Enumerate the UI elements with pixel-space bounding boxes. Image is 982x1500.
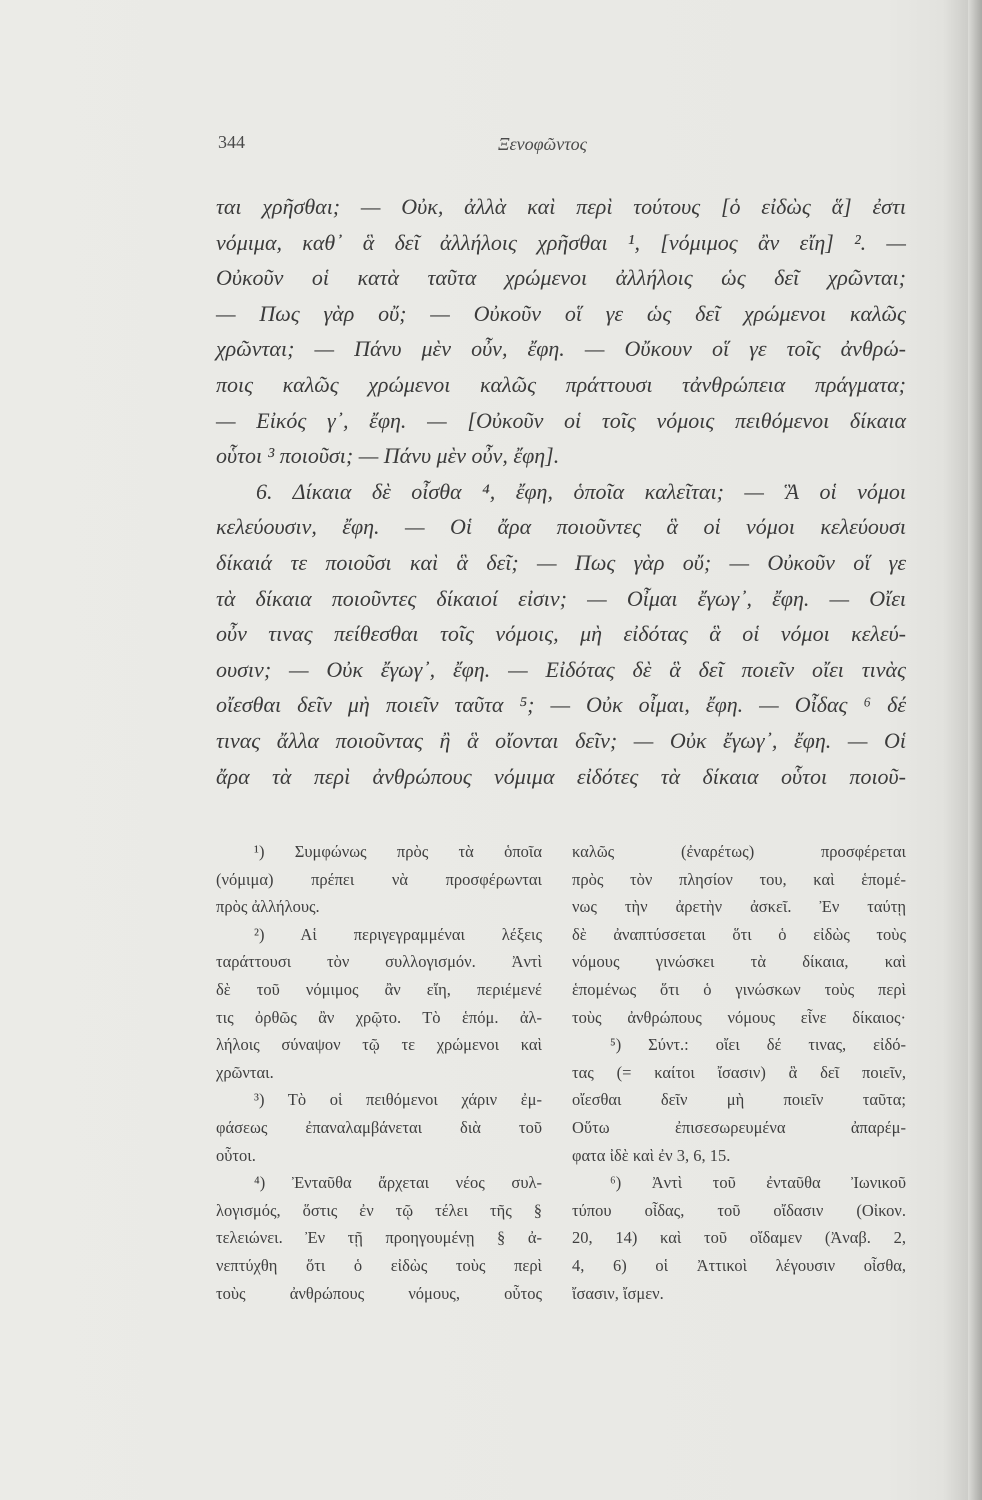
footnote-line: καλῶς (ἐναρέτως) προσφέρεται [572, 842, 906, 861]
text-line: ἄρα τὰ περὶ ἀνθρώπους νόμιμα εἰδότες τὰ δίκαια οὗτοι ποιοῦ- [216, 763, 906, 789]
footnote-line: τας (= καίτοι ἴσασιν) ἃ δεῖ ποιεῖν, [572, 1062, 906, 1082]
page-number: 344 [218, 132, 245, 152]
footnote-line: νόμους γινώσκει τὰ δίκαια, καὶ [572, 952, 906, 972]
footnote-line: χρῶνται. [216, 1062, 274, 1082]
footnote-line: λογισμός, ὅστις ἐν τῷ τέλει τῆς § [216, 1200, 542, 1220]
text-line: τινας ἄλλα ποιοῦντας ἢ ἃ οἴονται δεῖν; — Οὐκ ἔγωγ᾽, ἔφη. — Οἱ [216, 727, 906, 753]
footnote-line: ³) Τὸ οἱ πειθόμενοι χάριν ἐμ- [254, 1090, 542, 1110]
footnote-line: 20, 14) καὶ τοῦ οἴδαμεν (Ἀναβ. 2, [572, 1228, 906, 1248]
footnote-line: ἑπομένως ὅτι ὁ γινώσκων τοὺς περὶ [572, 979, 906, 999]
footnote-line: (νόμιμα) πρέπει νὰ προσφέρωνται [216, 869, 542, 889]
page-edge-shadow [968, 0, 982, 1500]
footnote-line: οὗτοι. [216, 1145, 256, 1165]
footnote-line: ⁴) Ἐνταῦθα ἄρχεται νέος συλ- [254, 1173, 542, 1193]
footnote-line: πρὸς ἀλλήλους. [216, 897, 320, 917]
footnote-line: τελειώνει. Ἐν τῇ προηγουμένῃ § ἀ- [216, 1228, 542, 1248]
text-line: δίκαιά τε ποιοῦσι καὶ ἃ δεῖ; — Πως γὰρ οὔ; — Οὐκοῦν οἵ γε [216, 549, 906, 575]
footnote-line: ⁵) Σύντ.: οἴει δέ τινας, εἰδό- [610, 1035, 906, 1055]
text-line: — Πως γὰρ οὔ; — Οὐκοῦν οἵ γε ὡς δεῖ χρώμενοι καλῶς [216, 300, 906, 326]
footnote-line: λήλοις σύναψον τῷ τε χρώμενοι καὶ [216, 1035, 542, 1055]
running-head: Ξενοφῶντος [498, 134, 587, 154]
text-line: οὗτοι ³ ποιοῦσι; — Πάνυ μὲν οὖν, ἔφη]. [216, 443, 560, 469]
text-line: χρῶνται; — Πάνυ μὲν οὖν, ἔφη. — Οὔκουν οἵ γε τοῖς ἀνθρώ- [216, 336, 906, 362]
footnote-line: ⁶) Ἀντὶ τοῦ ἐνταῦθα Ἰωνικοῦ [610, 1173, 906, 1193]
footnote-line: οἴεσθαι δεῖν μὴ ποιεῖν ταῦτα; [572, 1090, 906, 1110]
footnote-line: φατα ἰδὲ καὶ ἐν 3, 6, 15. [572, 1145, 731, 1165]
text-line: ποις καλῶς χρώμενοι καλῶς πράττουσι τἀνθρώπεια πράγματα; [216, 371, 906, 397]
text-line: οἴεσθαι δεῖν μὴ ποιεῖν ταῦτα ⁵; — Οὐκ οἶμαι, ἔφη. — Οἶδας ⁶ δέ [216, 692, 906, 718]
footnote-line: φάσεως ἐπαναλαμβάνεται διὰ τοῦ [216, 1117, 542, 1137]
main-text-block [216, 189, 906, 794]
footnote-line: νεπτύχθη ὅτι ὁ εἰδὼς τοὺς περὶ [216, 1255, 542, 1275]
footnote-line: δὲ ἀναπτύσσεται ὅτι ὁ εἰδὼς τοὺς [572, 924, 906, 944]
text-line: — Εἰκός γ᾽, ἔφη. — [Οὐκοῦν οἱ τοῖς νόμοις πειθόμενοι δίκαια [216, 407, 906, 433]
text-line: Οὐκοῦν οἱ κατὰ ταῦτα χρώμενοι ἀλλήλοις ὡς δεῖ χρῶνται; [216, 265, 906, 291]
footnote-line: τις ὀρθῶς ἂν χρῷτο. Τὸ ἑπόμ. ἀλ- [216, 1007, 542, 1027]
footnote-line: τοὺς ἀνθρώπους νόμους εἶνε δίκαιος· [572, 1007, 906, 1027]
footnote-line: τοὺς ἀνθρώπους νόμους, οὗτος [216, 1283, 542, 1303]
footnote-line: Οὕτω ἐπισεσωρευμένα ἀπαρέμ- [572, 1117, 906, 1137]
footnote-line: δὲ τοῦ νόμιμος ἂν εἴη, περιέμενέ [216, 979, 542, 999]
text-line: οὖν τινας πείθεσθαι τοῖς νόμοις, μὴ εἰδότας ἃ οἱ νόμοι κελεύ- [216, 621, 906, 647]
text-line: 6. Δίκαια δὲ οἶσθα ⁴, ἔφη, ὁποῖα καλεῖται; — Ἃ οἱ νόμοι [256, 478, 906, 504]
footnotes-right-column [572, 838, 906, 1307]
footnote-line: πρὸς τὸν πλησίον του, καὶ ἑπομέ- [572, 869, 906, 889]
footnote-line: 4, 6) οἱ Ἀττικοὶ λέγουσιν οἶσθα, [572, 1255, 906, 1275]
text-line: νόμιμα, καθ᾽ ἃ δεῖ ἀλλήλοις χρῆσθαι ¹, [νόμιμος ἂν εἴη] ². — [216, 229, 906, 255]
text-line: τὰ δίκαια ποιοῦντες δίκαιοί εἰσιν; — Οἶμαι ἔγωγ᾽, ἔφη. — Οἴει [216, 585, 906, 611]
text-line: κελεύουσιν, ἔφη. — Οἱ ἄρα ποιοῦντες ἃ οἱ νόμοι κελεύουσι [216, 514, 906, 540]
text-line: ται χρῆσθαι; — Οὐκ, ἀλλὰ καὶ περὶ τούτους [ὁ εἰδὼς ἅ] ἐστι [216, 194, 906, 219]
footnote-line: ταράττουσι τὸν συλλογισμόν. Ἀντὶ [216, 952, 542, 972]
footnote-line: ¹) Συμφώνως πρὸς τὰ ὁποῖα [254, 842, 542, 861]
footnote-line: ἴσασιν, ἴσμεν. [572, 1283, 664, 1303]
footnote-line: ²) Αἱ περιγεγραμμέναι λέξεις [254, 924, 542, 944]
footnote-line: τύπου οἶδας, τοῦ οἴδασιν (Οἰκον. [572, 1200, 906, 1220]
footnotes-left-column [216, 838, 542, 1307]
footnote-line: νως τὴν ἀρετὴν ἀσκεῖ. Ἐν ταύτῃ [572, 897, 906, 917]
text-line: ουσιν; — Οὐκ ἔγωγ᾽, ἔφη. — Εἰδότας δὲ ἃ δεῖ ποιεῖν οἴει τινὰς [216, 656, 906, 682]
